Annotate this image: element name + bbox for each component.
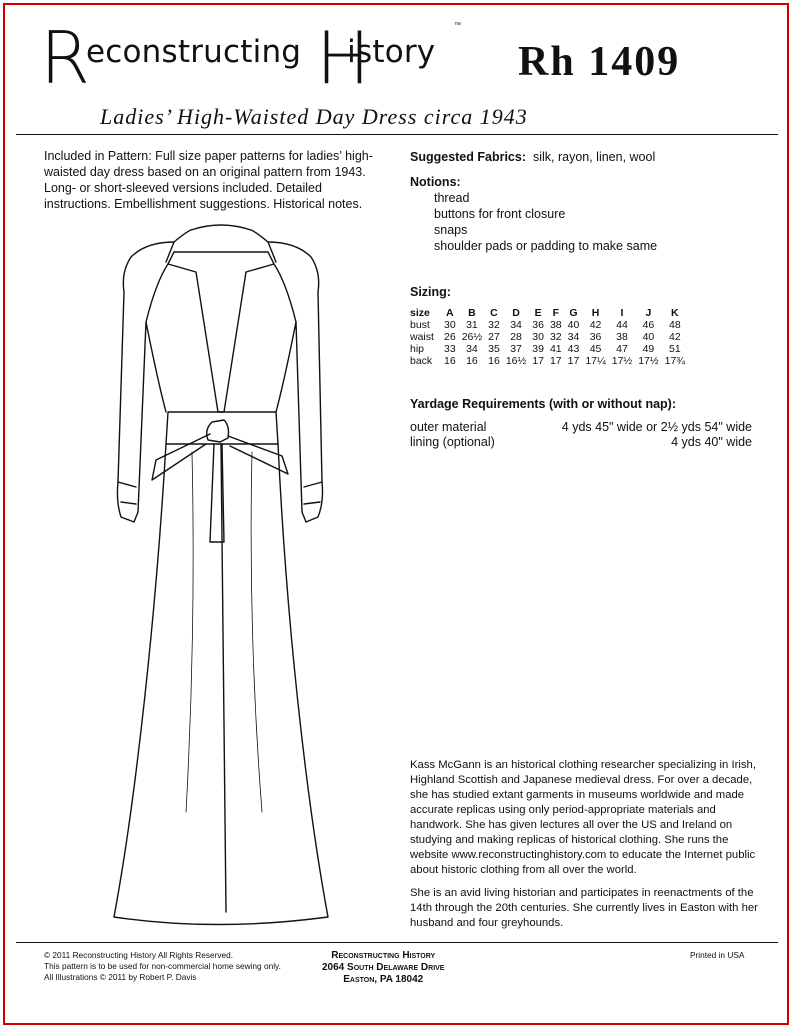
table-cell: 26½ [461, 331, 483, 343]
table-cell: 17½ [611, 355, 633, 367]
table-cell: 34 [567, 331, 580, 343]
table-cell: 49 [642, 343, 655, 355]
table-cell: 36 [532, 319, 544, 331]
table-cell: 38 [616, 331, 628, 343]
table-cell: hip [410, 343, 425, 355]
table-cell: 42 [669, 331, 681, 343]
table-cell: G [569, 307, 578, 319]
table-row [410, 331, 688, 343]
logo-trademark: ™ [454, 22, 461, 29]
table-row [410, 343, 688, 355]
table-cell: 17 [549, 355, 562, 367]
logo-initial-h: H [316, 16, 371, 100]
table-cell: 51 [669, 343, 681, 355]
street-address: 2064 South Delaware Drive [322, 962, 445, 973]
printed-in: Printed in USA [690, 950, 745, 960]
table-cell: 38 [549, 319, 562, 331]
logo-wordmark: econstructing istory [86, 34, 436, 70]
table-cell: 17½ [638, 355, 659, 367]
fabrics-label: Suggested Fabrics: [410, 150, 526, 164]
yardage-row [410, 419, 752, 435]
table-cell: 40 [642, 331, 655, 343]
footer-divider [16, 942, 778, 943]
logo-initial-r: R [40, 16, 91, 100]
table-cell: 46 [642, 319, 655, 331]
usage-text: This pattern is to be used for non-commercial home sewing only. [44, 961, 281, 971]
notion-item: thread [434, 191, 470, 205]
table-cell: 16 [444, 355, 456, 367]
yardage-row-name: outer material [410, 420, 487, 434]
table-cell: 17¼ [585, 355, 606, 367]
table-cell: 32 [488, 319, 500, 331]
fabrics-value: silk, rayon, linen, wool [532, 150, 656, 164]
table-cell: 17 [532, 355, 544, 367]
table-cell: K [671, 307, 679, 319]
table-cell: 41 [549, 343, 562, 355]
table-cell: 34 [510, 319, 522, 331]
sizing-label: Sizing: [410, 285, 451, 299]
table-cell: 31 [466, 319, 478, 331]
table-cell: 36 [589, 331, 602, 343]
table-cell: I [620, 307, 624, 319]
table-cell: J [645, 307, 652, 319]
table-cell: 17 [567, 355, 580, 367]
brand-logo [40, 12, 470, 104]
footer-legal [44, 950, 281, 983]
bio-paragraph: She is an avid living historian and participates in reenactments of the 14th through the 20th centuries. She currently lives in Easton with her husband and four greyhounds. [410, 887, 758, 929]
table-cell: 47 [616, 343, 628, 355]
table-cell: C [490, 307, 498, 319]
table-cell: 16 [488, 355, 500, 367]
yardage-row-value: 4 yds 40" wide [671, 435, 752, 449]
table-cell: 42 [589, 319, 602, 331]
table-cell: 37 [510, 343, 522, 355]
table-cell: 43 [567, 343, 580, 355]
table-cell: 33 [444, 343, 456, 355]
table-cell: waist [410, 331, 434, 343]
header-divider [16, 134, 778, 135]
table-cell: 45 [589, 343, 602, 355]
table-cell: D [512, 307, 520, 319]
yardage-label: Yardage Requirements (with or without nap): [410, 397, 676, 411]
company-name: Reconstructing History [331, 950, 436, 961]
yardage-row [410, 434, 752, 450]
notions-label: Notions: [410, 175, 461, 189]
yardage-row-value: 4 yds 45" wide or 2½ yds 54" wide [561, 420, 752, 434]
company-address [322, 950, 444, 986]
table-cell: 34 [466, 343, 478, 355]
table-cell: 30 [444, 319, 456, 331]
suggested-fabrics [410, 149, 655, 165]
table-cell: 35 [488, 343, 500, 355]
table-cell: A [446, 307, 454, 319]
table-cell: 28 [510, 331, 522, 343]
table-row [410, 319, 688, 331]
author-bio [410, 758, 760, 939]
page-title: Ladies’ High-Waisted Day Dress circa 1943 [100, 104, 528, 129]
table-cell: size [410, 307, 430, 319]
bio-paragraph: Kass McGann is an historical clothing researcher specializing in Irish, Highland Scottish and Japanese medieval dress. For over a decade, she has studied extant garments in museums worldwide and made accurate replicas using only period-appropriate materials and handwork. She has given lectures all over the US and Ireland on studying and making replicas of historical clothing. She runs the website www.reconstructinghistory.com to educate the Internet public about historic clothing from all over the world. [410, 759, 756, 876]
table-cell: 48 [669, 319, 681, 331]
table-cell: B [468, 307, 476, 319]
city-address: Easton, PA 18042 [343, 974, 424, 985]
table-cell: back [410, 355, 433, 367]
dress-back-view-illustration [96, 212, 346, 932]
table-row [410, 355, 688, 367]
table-cell: 39 [532, 343, 544, 355]
notion-item: snaps [434, 223, 468, 237]
table-cell: 44 [616, 319, 628, 331]
table-cell: F [552, 307, 559, 319]
table-cell: H [591, 307, 600, 319]
table-cell: 16 [466, 355, 478, 367]
table-cell: 32 [549, 331, 562, 343]
sizing-table [410, 307, 688, 367]
pattern-contents: Included in Pattern: Full size paper patterns for ladies’ high-waisted day dress based on an original pattern from 1943. Long- or short-sleeved versions included. Detailed instructions. Embellishment suggestions. Historical notes. [44, 149, 373, 211]
table-cell: 26 [444, 331, 456, 343]
table-cell: 17¾ [664, 355, 686, 367]
table-cell: bust [410, 319, 430, 331]
pattern-code: Rh 1409 [518, 39, 681, 85]
table-cell: 27 [488, 331, 500, 343]
sizing-header-row [410, 307, 688, 319]
illustration-credit: All Illustrations © 2011 by Robert P. Davis [44, 972, 197, 982]
notion-item: buttons for front closure [434, 207, 566, 221]
copyright-text: © 2011 Reconstructing History All Rights Reserved. [44, 950, 234, 960]
table-cell: 16½ [505, 355, 527, 367]
yardage-row-name: lining (optional) [410, 435, 495, 449]
notions-section [410, 174, 657, 254]
table-cell: 40 [567, 319, 580, 331]
table-cell: 30 [532, 331, 544, 343]
table-cell: E [534, 307, 542, 319]
notion-item: shoulder pads or padding to make same [434, 239, 658, 253]
